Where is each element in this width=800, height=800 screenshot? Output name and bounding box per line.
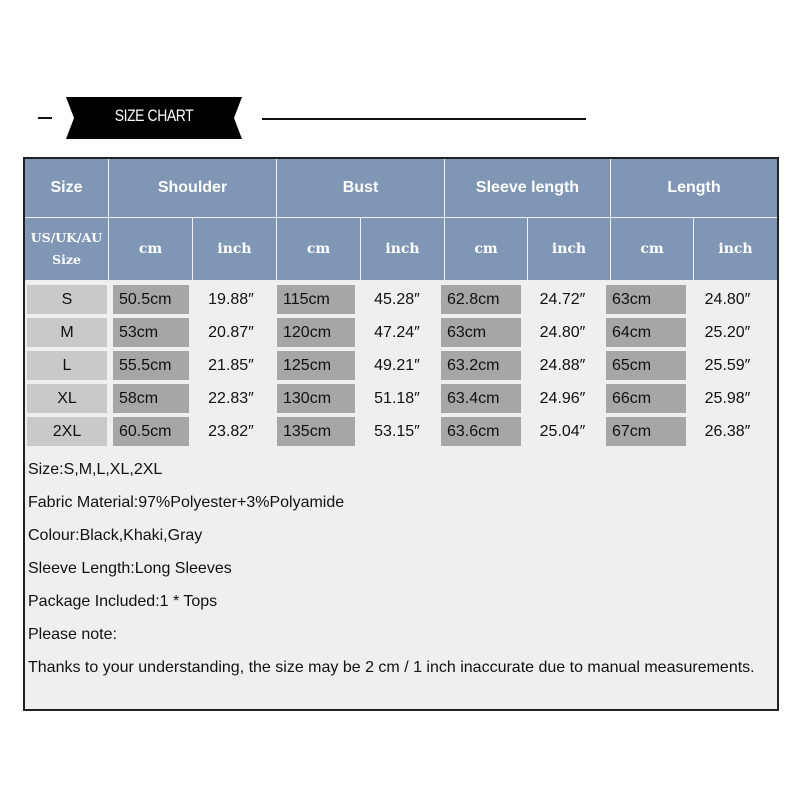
shoulder-inch-cell: 20.87″ (208, 323, 254, 341)
table-row (25, 382, 777, 415)
note-sizes: Size:S,M,L,XL,2XL (28, 461, 163, 478)
bust-inch-cell: 47.24″ (374, 323, 420, 341)
bust-inch-cell: 45.28″ (374, 290, 420, 308)
size-chart-panel (23, 157, 779, 711)
unit-header-shoulder-inch: inch (193, 218, 277, 280)
length-inch-cell: 25.98″ (704, 389, 751, 407)
sleeve-cm-cell: 63.2cm (441, 351, 521, 380)
bust-cm-cell: 120cm (277, 318, 355, 347)
bust-cm-cell: 115cm (277, 285, 355, 314)
shoulder-inch-cell: 23.82″ (208, 422, 254, 440)
size-cell: L (27, 351, 107, 380)
sleeve-inch-cell: 24.96″ (539, 389, 586, 407)
shoulder-cm-cell: 50.5cm (113, 285, 189, 314)
bust-inch-cell: 51.18″ (374, 389, 420, 407)
bust-cm-cell: 135cm (277, 417, 355, 446)
length-inch-cell: 26.38″ (704, 422, 751, 440)
table-row (25, 316, 777, 349)
table-row (25, 415, 777, 448)
length-cm-cell: 64cm (606, 318, 686, 347)
length-cm-cell: 67cm (606, 417, 686, 446)
shoulder-cm-cell: 55.5cm (113, 351, 189, 380)
banner-dash (38, 117, 52, 119)
table-row (25, 283, 777, 316)
note-fabric-material: Fabric Material:97%Polyester+3%Polyamide (28, 494, 345, 511)
size-cell: 2XL (27, 417, 107, 446)
sleeve-inch-cell: 24.80″ (539, 323, 586, 341)
length-inch-cell: 25.59″ (704, 356, 751, 374)
size-chart-banner (0, 0, 800, 150)
shoulder-inch-cell: 22.83″ (208, 389, 254, 407)
shoulder-inch-cell: 19.88″ (208, 290, 254, 308)
sleeve-cm-cell: 63.6cm (441, 417, 521, 446)
header-us-uk-au-size: US/UK/AU Size (25, 218, 109, 280)
note-please-note: Please note: (28, 626, 117, 643)
sleeve-cm-cell: 63cm (441, 318, 521, 347)
unit-header-bust-cm: cm (277, 218, 361, 280)
note-package-included: Package Included:1 * Tops (28, 593, 218, 610)
sleeve-inch-cell: 24.72″ (539, 290, 586, 308)
sleeve-cm-cell: 62.8cm (441, 285, 521, 314)
table-unit-header-row (25, 218, 777, 280)
shoulder-cm-cell: 53cm (113, 318, 189, 347)
table-row (25, 349, 777, 382)
product-notes (28, 453, 773, 684)
size-table-body (25, 283, 777, 448)
unit-header-length-cm: cm (611, 218, 694, 280)
size-cell: S (27, 285, 107, 314)
bust-inch-cell: 49.21″ (374, 356, 420, 374)
header-sleeve-length: Sleeve length (445, 159, 611, 217)
length-cm-cell: 63cm (606, 285, 686, 314)
note-colour: Colour:Black,Khaki,Gray (28, 527, 203, 544)
size-chart-tag (66, 97, 242, 139)
length-inch-cell: 25.20″ (704, 323, 751, 341)
shoulder-cm-cell: 60.5cm (113, 417, 189, 446)
size-cell: XL (27, 384, 107, 413)
sleeve-inch-cell: 24.88″ (539, 356, 586, 374)
bust-cm-cell: 130cm (277, 384, 355, 413)
bust-inch-cell: 53.15″ (374, 422, 420, 440)
header-length: Length (611, 159, 777, 217)
table-group-header-row (25, 159, 777, 217)
length-cm-cell: 65cm (606, 351, 686, 380)
sleeve-inch-cell: 25.04″ (539, 422, 586, 440)
banner-rule (262, 118, 586, 120)
length-inch-cell: 24.80″ (704, 290, 751, 308)
shoulder-cm-cell: 58cm (113, 384, 189, 413)
note-sleeve-length: Sleeve Length:Long Sleeves (28, 560, 232, 577)
length-cm-cell: 66cm (606, 384, 686, 413)
note-measurement-disclaimer: Thanks to your understanding, the size may be 2 cm / 1 inch inaccurate due to manual measurements. (28, 659, 755, 676)
header-bust: Bust (277, 159, 445, 217)
unit-header-bust-inch: inch (361, 218, 445, 280)
unit-header-sleeve-inch: inch (528, 218, 611, 280)
shoulder-inch-cell: 21.85″ (208, 356, 254, 374)
size-cell: M (27, 318, 107, 347)
header-size: Size (25, 159, 109, 217)
unit-header-length-inch: inch (694, 218, 777, 280)
bust-cm-cell: 125cm (277, 351, 355, 380)
unit-header-shoulder-cm: cm (109, 218, 193, 280)
size-chart-title: SIZE CHART (114, 106, 194, 125)
header-shoulder: Shoulder (109, 159, 277, 217)
unit-header-sleeve-cm: cm (445, 218, 528, 280)
sleeve-cm-cell: 63.4cm (441, 384, 521, 413)
